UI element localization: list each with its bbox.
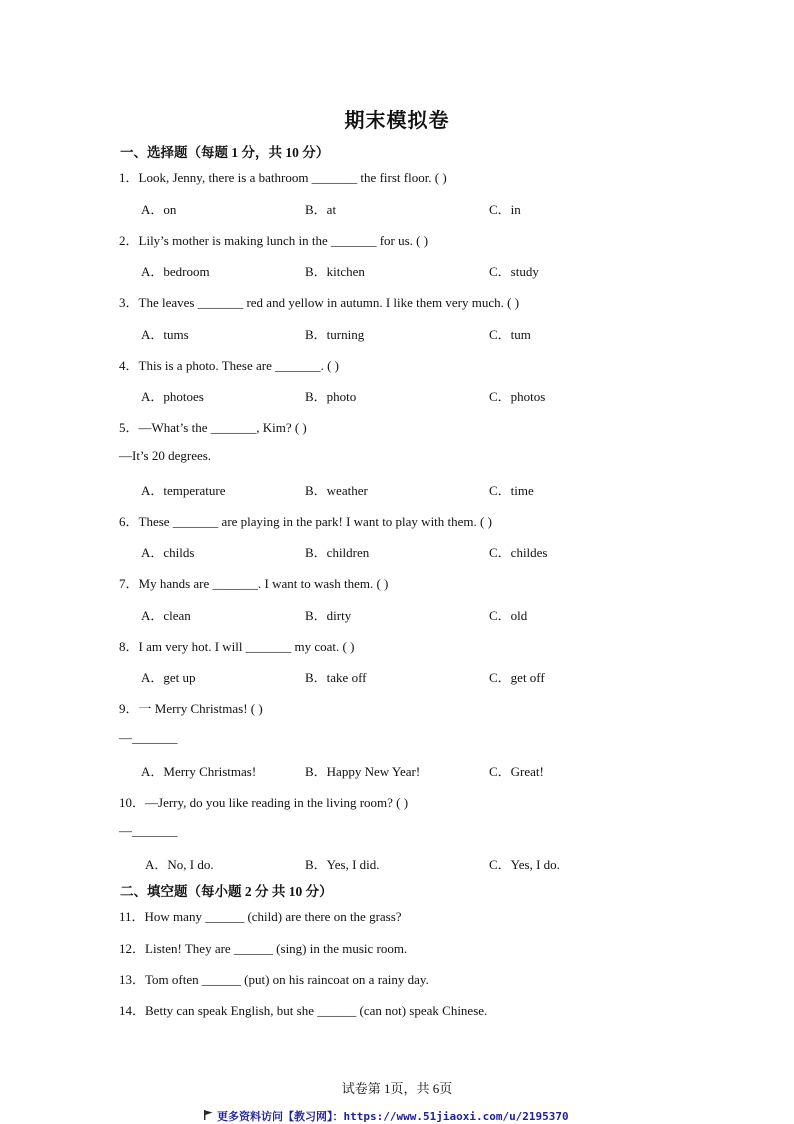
question-2: 2．Lily’s mother is making lunch in the _______ for us. ( ) <box>119 233 429 248</box>
question-7: 7．My hands are _______. I want to wash them. ( ) <box>119 576 389 591</box>
option-c: C．Yes, I do. <box>489 857 560 872</box>
answer-line: —It’s 20 degrees. <box>119 448 212 463</box>
question-10: 10．—Jerry, do you like reading in the living room? ( ) <box>119 795 409 810</box>
option-b: B．photo <box>305 389 357 404</box>
page-title: 期末模拟卷 <box>344 110 450 132</box>
option-c: C．in <box>489 202 521 217</box>
section-heading-fill: 二、填空题（每小题 2 分 共 10 分） <box>120 884 333 899</box>
option-a: A．Merry Christmas! <box>141 764 257 779</box>
option-c: C．photos <box>489 389 546 404</box>
option-b: B．turning <box>305 327 365 342</box>
question-5: 5．—What’s the _______, Kim? ( ) <box>119 420 307 435</box>
option-b: B．children <box>305 545 370 560</box>
promo-banner-text: 更多资料访问【教习网】：https://www.51jiaoxi.com/u/2195370 <box>217 1110 569 1123</box>
option-c: C．childes <box>489 545 548 560</box>
option-b: B．dirty <box>305 608 352 623</box>
option-b: B．kitchen <box>305 264 365 279</box>
answer-line: —_______ <box>119 730 178 745</box>
option-a: A．temperature <box>141 483 226 498</box>
question-8: 8．I am very hot. I will _______ my coat. ( ) <box>119 639 355 654</box>
option-b: B．Yes, I did. <box>305 857 380 872</box>
question-9: 9．一 Merry Christmas! ( ) <box>119 701 263 716</box>
option-c: C．old <box>489 608 528 623</box>
fill-question-14: 14．Betty can speak English, but she ______ (can not) speak Chinese. <box>119 1003 488 1018</box>
option-c: C．get off <box>489 670 545 685</box>
fill-question-11: 11．How many ______ (child) are there on the grass? <box>119 909 402 924</box>
option-c: C．time <box>489 483 534 498</box>
option-a: A．bedroom <box>141 264 210 279</box>
option-a: A．childs <box>141 545 195 560</box>
option-b: B．weather <box>305 483 368 498</box>
option-a: A．photoes <box>141 389 204 404</box>
option-c: C．Great! <box>489 764 544 779</box>
promo-banner[interactable] <box>204 1108 569 1124</box>
option-a: A．clean <box>141 608 191 623</box>
fill-question-12: 12．Listen! They are ______ (sing) in the music room. <box>119 941 408 956</box>
question-6: 6．These _______ are playing in the park! I want to play with them. ( ) <box>119 514 492 529</box>
option-c: C．tum <box>489 327 531 342</box>
option-b: B．take off <box>305 670 367 685</box>
fill-question-13: 13．Tom often ______ (put) on his raincoat on a rainy day. <box>119 972 429 987</box>
answer-line: —_______ <box>119 823 178 838</box>
option-b: B．at <box>305 202 337 217</box>
question-4: 4．This is a photo. These are _______. ( ) <box>119 358 340 373</box>
option-a: A．tums <box>141 327 189 342</box>
page-footer: 试卷第 1页，共 6页 <box>341 1081 453 1096</box>
option-b: B．Happy New Year! <box>305 764 421 779</box>
option-a: A．on <box>141 202 177 217</box>
option-c: C．study <box>489 264 539 279</box>
section-heading-choice: 一、选择题（每题 1 分，共 10 分） <box>120 145 330 160</box>
option-a: A．get up <box>141 670 196 685</box>
question-3: 3．The leaves _______ red and yellow in autumn. I like them very much. ( ) <box>119 295 520 310</box>
flag-icon <box>204 1110 213 1123</box>
question-1: 1．Look, Jenny, there is a bathroom _______ the first floor. ( ) <box>119 170 447 185</box>
option-a: A．No, I do. <box>145 857 214 872</box>
